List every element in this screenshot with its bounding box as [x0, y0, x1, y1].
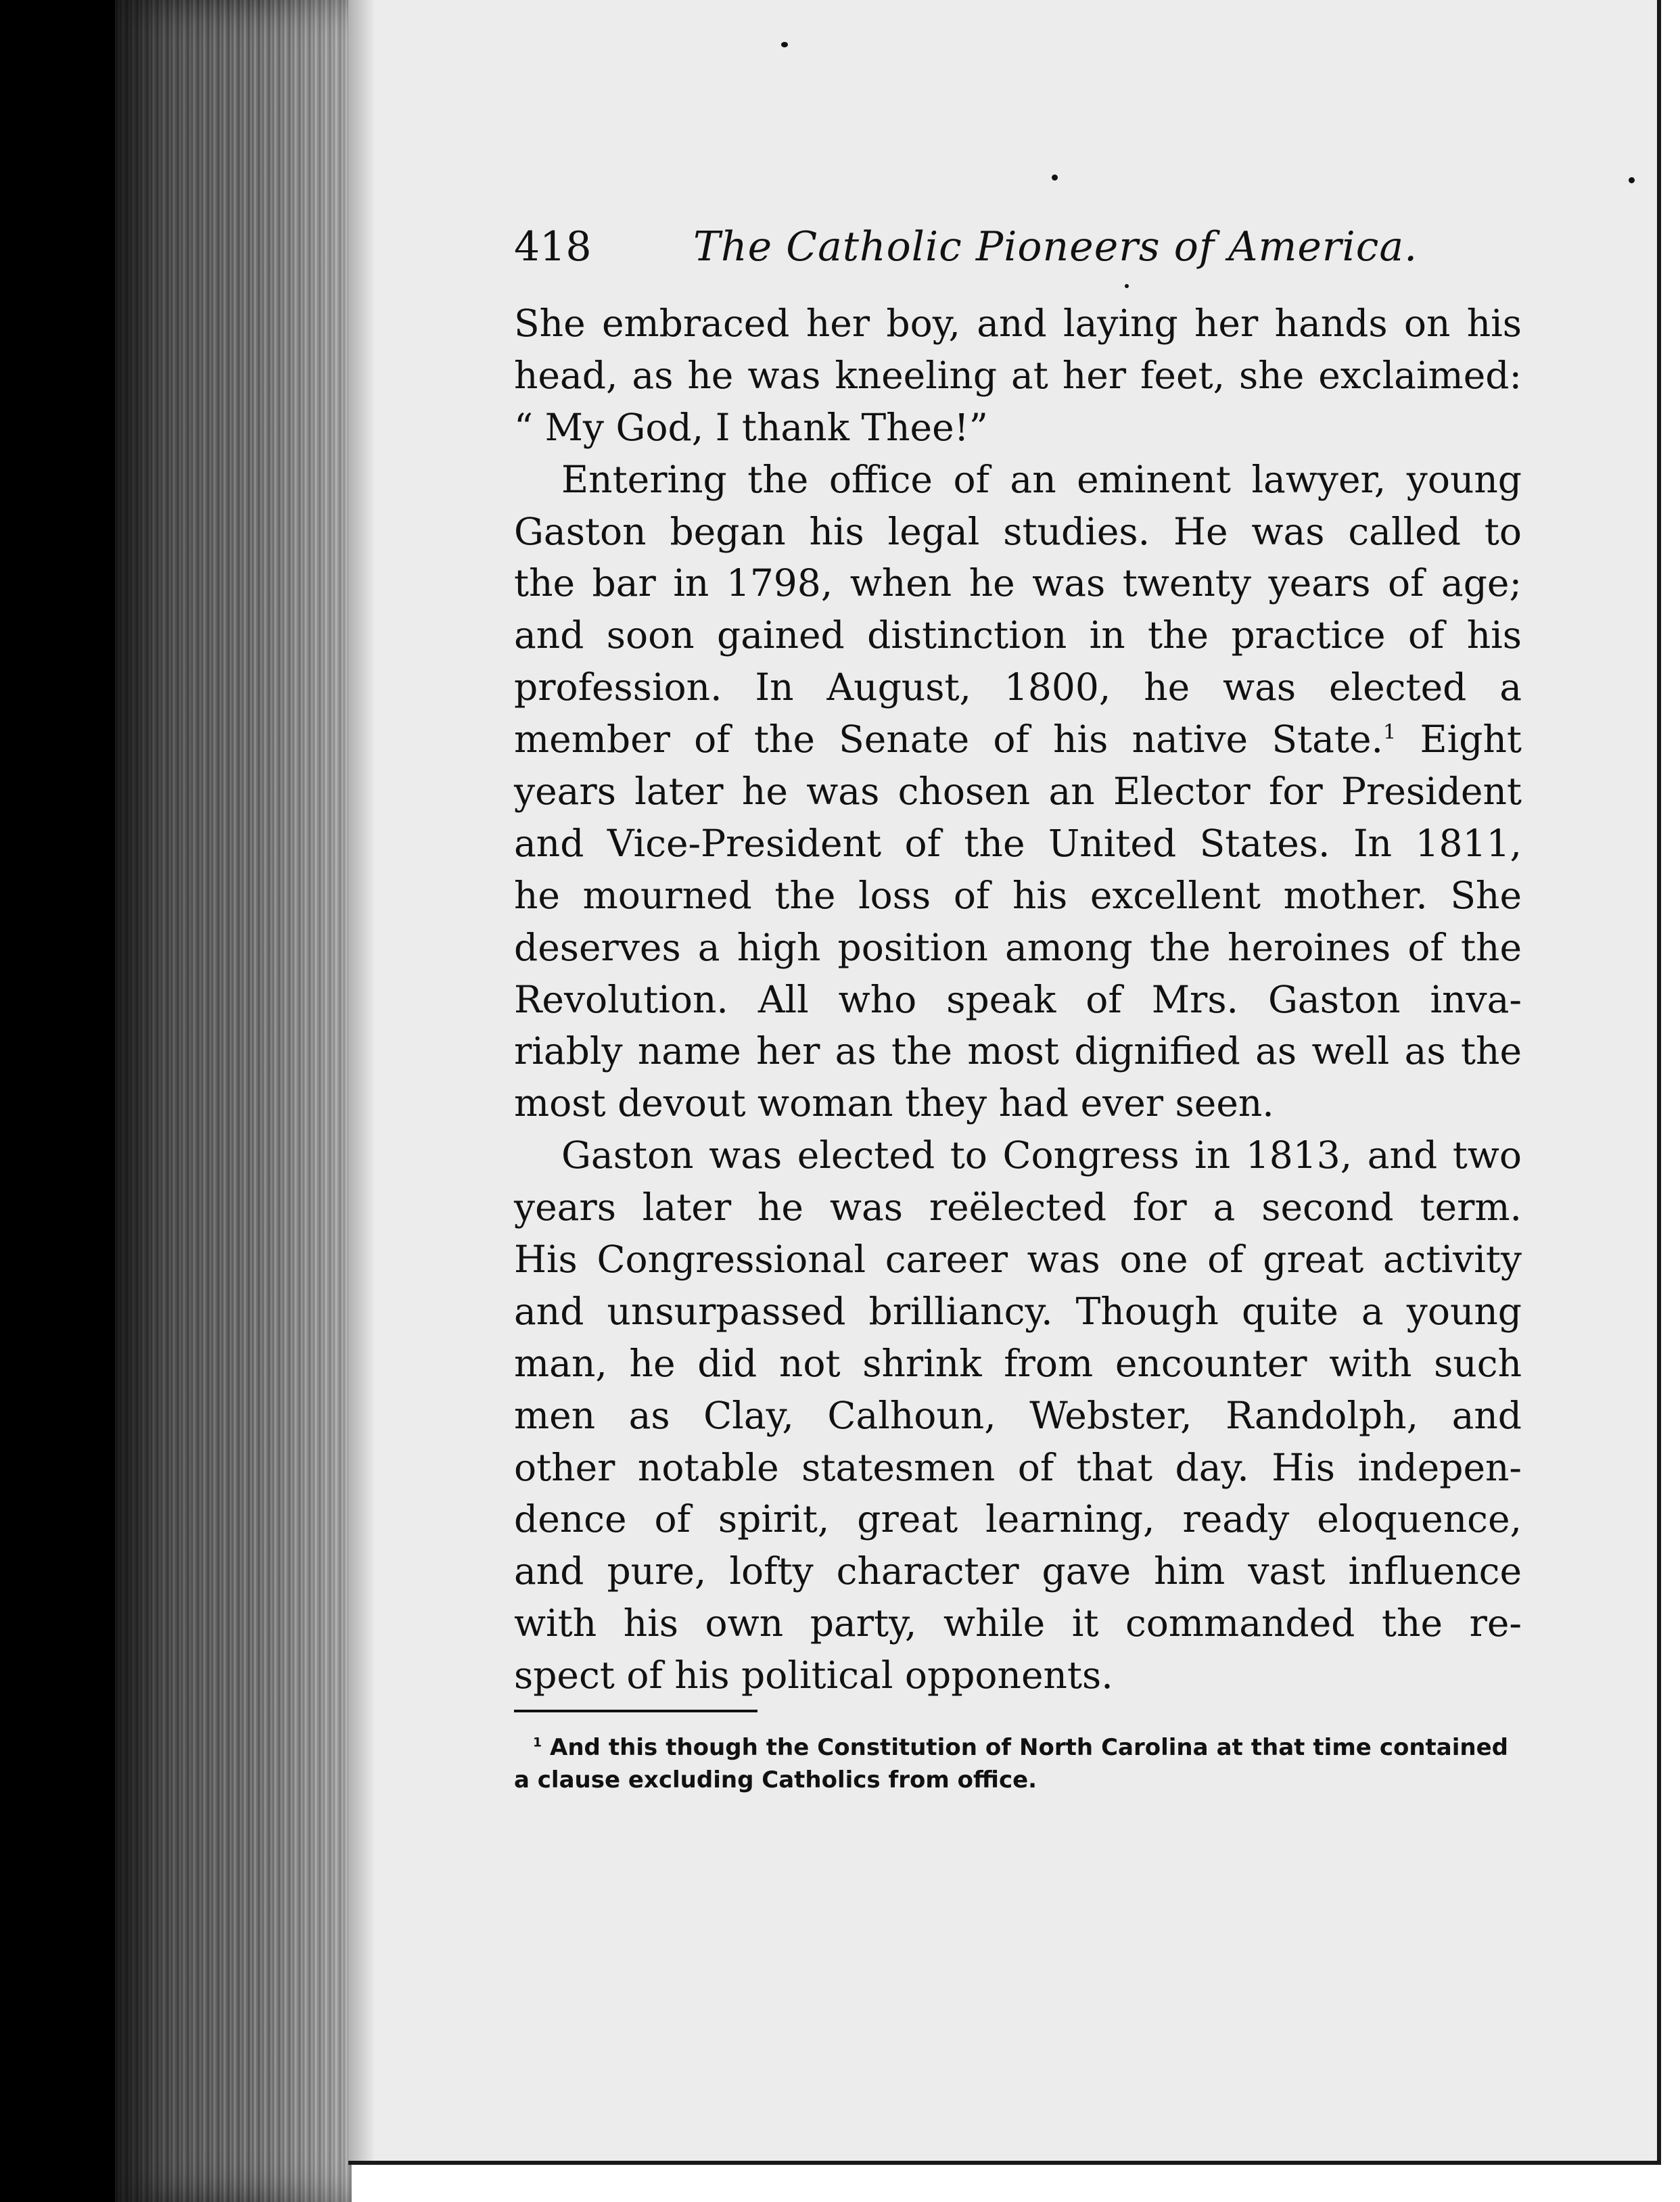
text-line: years later he was chosen an Elector for President	[514, 770, 1522, 814]
text-line-with-footnote	[514, 713, 1522, 766]
gutter-shadow	[348, 0, 375, 2161]
footnote-mark: 1	[533, 1735, 542, 1750]
running-title: The Catholic Pioneers of America.	[693, 223, 1418, 271]
text-line: deserves a high position among the heroines of the	[514, 925, 1522, 969]
text-line: spect of his political opponents.	[514, 1654, 1113, 1697]
footnote-text: And this though the Constitution of North Carolina at that time contained	[542, 1734, 1508, 1761]
text-line: profession. In August, 1800, he was elected a	[514, 665, 1522, 709]
text-line: and unsurpassed brilliancy. Though quite a young	[514, 1289, 1522, 1333]
ink-speck	[1125, 284, 1129, 288]
book-page	[348, 0, 1661, 2165]
text-line: the bar in 1798, when he was twenty years of age;	[514, 561, 1522, 605]
body-text	[514, 298, 1522, 1702]
text-line: Revolution. All who speak of Mrs. Gaston inva-	[514, 977, 1522, 1021]
text-line: most devout woman they had ever seen.	[514, 1081, 1274, 1125]
book-page-edges	[115, 0, 352, 2202]
ink-speck	[781, 42, 788, 47]
page-number: 418	[514, 223, 592, 271]
ink-speck	[1629, 177, 1635, 183]
text-line: man, he did not shrink from encounter with such	[514, 1341, 1522, 1385]
footnote-line	[514, 1731, 1508, 1764]
text-line: head, as he was kneeling at her feet, she exclaimed:	[514, 353, 1522, 397]
text-line: he mourned the loss of his excellent mother. She	[514, 873, 1522, 917]
text-line: “ My God, I thank Thee!”	[514, 405, 988, 449]
footnote	[514, 1731, 1508, 1796]
text-line: and soon gained distinction in the practice of his	[514, 613, 1522, 657]
ink-speck	[1052, 174, 1058, 181]
text-line: men as Clay, Calhoun, Webster, Randolph, and	[514, 1393, 1522, 1437]
text-line: riably name her as the most dignified as well as the	[514, 1029, 1522, 1073]
text-line: She embraced her boy, and laying her hands on his	[514, 302, 1522, 345]
text-line: Gaston was elected to Congress in 1813, and two	[561, 1133, 1522, 1177]
text-line: with his own party, while it commanded the re-	[514, 1601, 1522, 1645]
text-fragment: member of the Senate of his native State.	[514, 718, 1384, 762]
footnote-line: a clause excluding Catholics from office.	[514, 1766, 1037, 1794]
text-fragment: Eight	[1396, 718, 1522, 762]
footnote-reference: 1	[1383, 720, 1397, 745]
running-header	[514, 216, 1680, 277]
text-line: and pure, lofty character gave him vast influence	[514, 1549, 1522, 1593]
text-line: Entering the office of an eminent lawyer, young	[561, 457, 1522, 501]
text-line: Gaston began his legal studies. He was called to	[514, 509, 1522, 553]
text-line: His Congressional career was one of great activity	[514, 1238, 1522, 1282]
text-line: other notable statesmen of that day. His indepen-	[514, 1445, 1522, 1489]
footnote-divider	[514, 1710, 757, 1712]
text-line: years later he was reëlected for a second term.	[514, 1186, 1522, 1229]
text-line: and Vice-President of the United States. In 1811,	[514, 821, 1522, 865]
text-line: dence of spirit, great learning, ready eloquence,	[514, 1497, 1522, 1541]
